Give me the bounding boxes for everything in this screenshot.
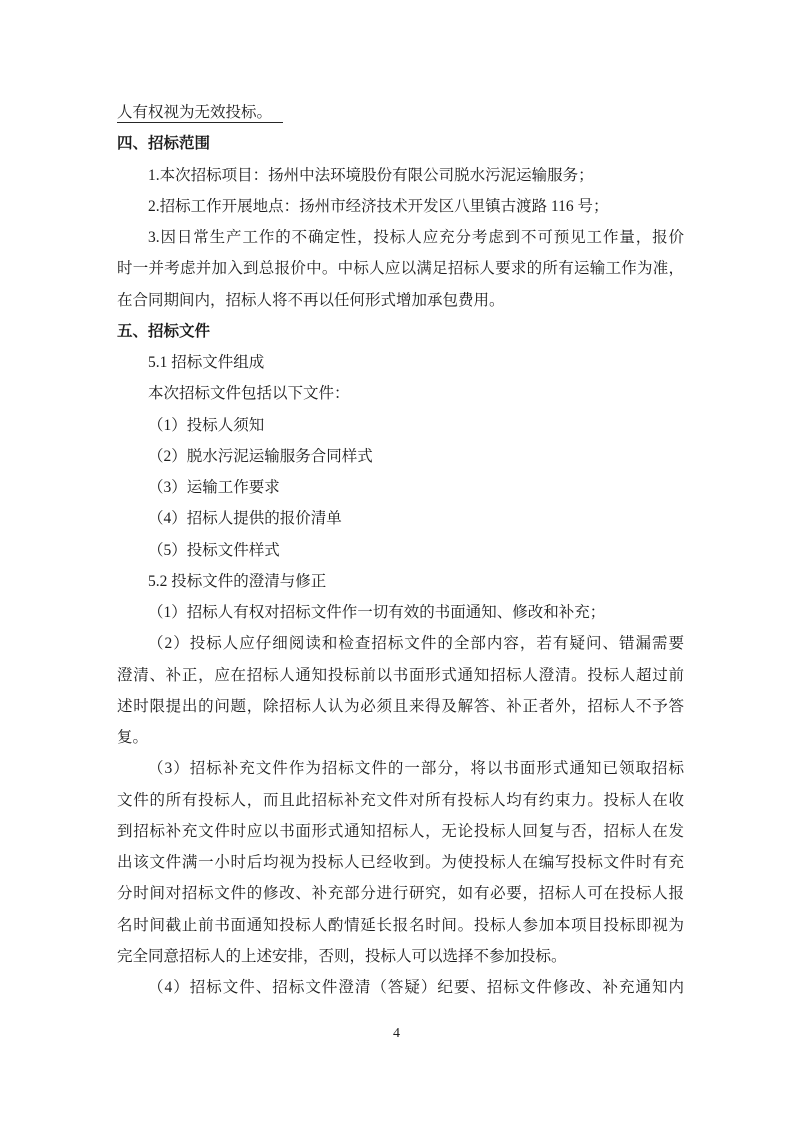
clarification-item-3-line-7: 完全同意招标人的上述安排，否则，投标人可以选择不参加投标。 (117, 947, 567, 965)
clarification-item-1: （1）招标人有权对招标文件作一切有效的书面通知、修改和补充； (148, 604, 606, 621)
clarification-item-3-line-5: 分时间对招标文件的修改、补充部分进行研究，如有必要，招标人可在投标人报 (117, 885, 684, 903)
continuation-line (117, 97, 684, 128)
clarification-item-3-line-2: 文件的所有投标人，而且此招标补充文件对所有投标人均有约束力。投标人在收 (117, 791, 684, 809)
page-number: 4 (393, 1026, 400, 1041)
clarification-item-3-line-4: 出该文件满一小时后均视为投标人已经收到。为使投标人在编写投标文件时有充 (117, 854, 684, 871)
subheading-5-1: 5.1 招标文件组成 (148, 354, 265, 371)
documents-intro-line: 本次招标文件包括以下文件： (148, 385, 350, 403)
section-heading-documents: 五、招标文件 (117, 322, 211, 340)
scope-item-1: 1.本次招标项目：扬州中法环境股份有限公司脱水污泥运输服务； (148, 166, 594, 184)
clarification-item-3-line-6: 名时间截止前书面通知投标人酌情延长报名时间。投标人参加本项目投标即视为 (117, 916, 684, 934)
underlined-text: 人有权视为无效投标。 (117, 104, 283, 123)
document-list-item-4: （4）招标人提供的报价清单 (148, 510, 342, 528)
document-list-item-5: （5）投标文件样式 (148, 541, 280, 559)
clarification-item-2-line-4: 复。 (117, 729, 149, 746)
clarification-item-3-line-1: （3）招标补充文件作为招标文件的一部分，将以书面形式通知已领取招标 (148, 760, 684, 778)
clarification-item-2-line-2: 澄清、补正，应在招标人通知投标前以书面形式通知招标人澄清。投标人超过前 (117, 666, 684, 684)
document-list-item-3: （3）运输工作要求 (148, 479, 280, 496)
clarification-item-4-line-1: （4）招标文件、招标文件澄清（答疑）纪要、招标文件修改、补充通知内 (148, 979, 684, 996)
scope-item-3-line-2: 时一并考虑并加入到总报价中。中标人应以满足招标人要求的所有运输工作为准， (117, 260, 684, 278)
scope-item-3-line-1: 3.因日常生产工作的不确定性，投标人应充分考虑到不可预见工作量，报价 (148, 229, 684, 246)
document-list-item-1: （1）投标人须知 (148, 416, 265, 434)
document-list-item-2: （2）脱水污泥运输服务合同样式 (148, 447, 373, 465)
clarification-item-3-line-3: 到招标补充文件时应以书面形式通知招标人，无论投标人回复与否，招标人在发 (117, 822, 684, 840)
section-heading-scope: 四、招标范围 (117, 135, 211, 153)
scope-item-3-line-3: 在合同期间内，招标人将不再以任何形式增加承包费用。 (117, 291, 505, 309)
clarification-item-2-line-3: 述时限提出的问题，除招标人认为必须且来得及解答、补正者外，招标人不予答 (117, 697, 684, 715)
clarification-item-2-line-1: （2）投标人应仔细阅读和检查招标文件的全部内容，若有疑问、错漏需要 (148, 635, 684, 653)
document-content (117, 97, 684, 1003)
subheading-5-2: 5.2 投标文件的澄清与修正 (148, 572, 327, 590)
scope-item-2: 2.招标工作开展地点：扬州市经济技术开发区八里镇古渡路 116 号； (148, 197, 609, 215)
